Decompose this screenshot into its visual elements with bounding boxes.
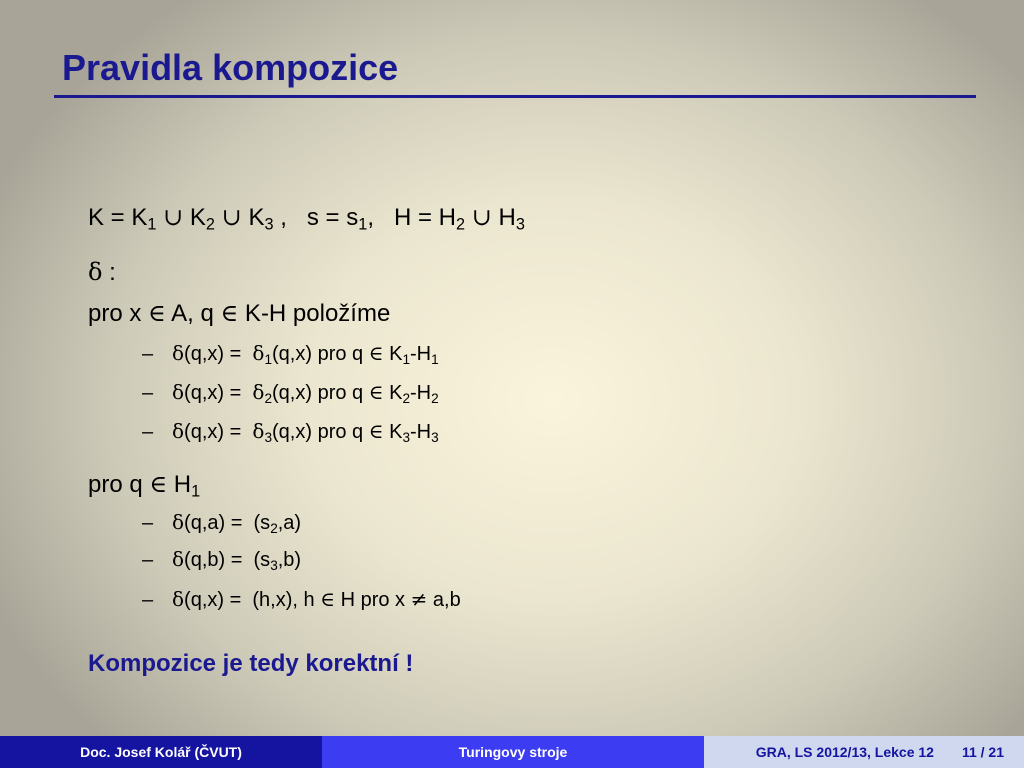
case-heading-1: pro x ∈ A, q ∈ K-H položíme (88, 299, 391, 327)
footer-title: Turingovy stroje (322, 736, 704, 768)
delta-heading: δ : (88, 258, 116, 286)
delta-rule-1: – $\delta(q,x) = \delta_1(q,x)$ pro q ∈ $K_1-H_1$ (142, 341, 439, 367)
slide-title: Pravidla kompozice (62, 47, 399, 88)
delta-rule-6: – δ(q,x) = (h,x), h ∈ H pro x ≠ a,b (142, 587, 461, 611)
delta-rule-5: – $\delta(q,b) = (s_3,b)$ (142, 547, 302, 573)
page-number: 11 / 21 (961, 744, 1004, 760)
case-heading-2: pro q ∈ $H_1$ (88, 470, 201, 501)
footer-course: GRA, LS 2012/13, Lekce 12 (755, 744, 934, 760)
delta-rule-4: – $\delta(q,a) = (s_2,a)$ (142, 510, 302, 536)
formula-definitions: $K = K_1$ ∪ $K_2$ ∪ $K_3$ , $s = s_1$, $H = H_2$ ∪ $H_3$ (88, 203, 525, 234)
footer-bar (0, 736, 1024, 768)
delta-rule-2: – $\delta(q,x) = \delta_2(q,x)$ pro q ∈ $K_2-H_2$ (142, 380, 439, 406)
conclusion-text: Kompozice je tedy korektní ! (88, 650, 414, 677)
footer-author: Doc. Josef Kolář (ČVUT) (0, 736, 322, 768)
title-underline (54, 95, 976, 98)
footer-info (704, 736, 1024, 768)
delta-rule-3: – $\delta(q,x) = \delta_3(q,x)$ pro q ∈ $K_3-H_3$ (142, 419, 439, 445)
